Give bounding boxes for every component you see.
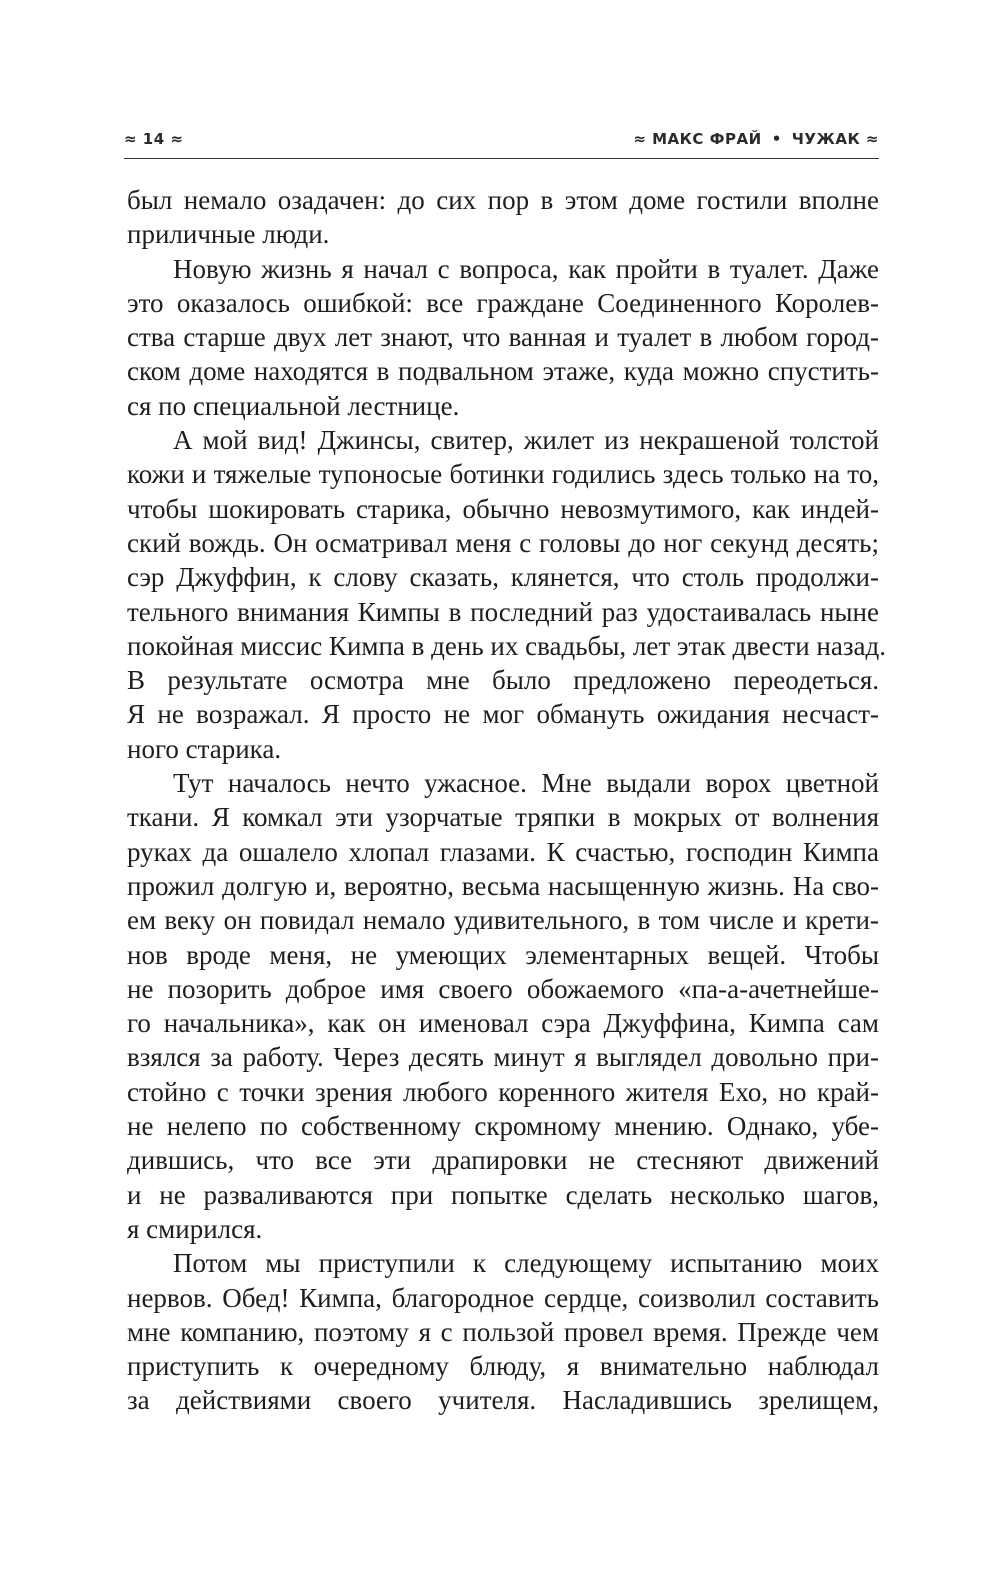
text-line: это оказалось ошибкой: все граждане Соединенного Королев- — [127, 287, 879, 318]
text-line: тельного внимания Кимпы в последний раз удостаивалась ныне — [127, 596, 879, 627]
text-line: мне компанию, поэтому я с пользой провел время. Прежде чем — [127, 1316, 879, 1347]
author-name: ≈ МАКС ФРАЙ — [633, 130, 762, 148]
text-line: В результате осмотра мне было предложено переодеться. — [127, 665, 879, 696]
text-line: и не разваливаются при попытке сделать несколько шагов, — [127, 1179, 879, 1210]
text-line: приличные люди. — [127, 219, 330, 250]
text-line: нов вроде меня, не умеющих элементарных вещей. Чтобы — [127, 939, 879, 970]
text-line: не позорить доброе имя своего обожаемого «па-а-ачетнейше- — [127, 973, 879, 1004]
text-line: стойно с точки зрения любого коренного жителя Ехо, но край- — [127, 1076, 879, 1107]
text-line: Тут началось нечто ужасное. Мне выдали ворох цветной — [173, 768, 879, 799]
text-line: Я не возражал. Я просто не мог обмануть ожидания несчаст- — [127, 699, 879, 730]
text-line: ский вождь. Он осматривал меня с головы до ног секунд десять; — [127, 527, 879, 558]
text-line: кожи и тяжелые тупоносые ботинки годились здесь только на то, — [127, 459, 879, 490]
text-line: руках да ошалело хлопал глазами. К счастью, господин Кимпа — [127, 836, 879, 867]
text-line: сэр Джуффин, к слову сказать, клянется, что столь продолжи- — [127, 562, 879, 593]
running-title — [633, 130, 879, 148]
text-line: за действиями своего учителя. Насладившись зрелищем, — [127, 1385, 879, 1416]
text-line: Потом мы приступили к следующему испытанию моих — [173, 1248, 879, 1279]
text-line: нервов. Обед! Кимпа, благородное сердце, соизволил составить — [127, 1282, 879, 1313]
text-line: ем веку он повидал немало удивительного, в том числе и крети- — [127, 905, 879, 936]
text-line: покойная миссис Кимпа в день их свадьбы, лет этак двести назад. — [127, 630, 886, 661]
text-line: ткани. Я комкал эти узорчатые тряпки в мокрых от волнения — [127, 802, 879, 833]
text-line: взялся за работу. Через десять минут я выглядел довольно при- — [127, 1042, 879, 1073]
text-line: дившись, что все эти драпировки не стесняют движений — [127, 1145, 879, 1176]
text-line: прожил долгую и, вероятно, весьма насыщенную жизнь. На сво- — [127, 870, 879, 901]
book-title: ЧУЖАК ≈ — [791, 130, 879, 148]
text-line: я смирился. — [127, 1213, 263, 1244]
running-head — [124, 128, 879, 154]
page-number: ≈ 14 ≈ — [124, 130, 184, 148]
text-line: чтобы шокировать старика, обычно невозмутимого, как индей- — [127, 493, 879, 524]
text-line: го начальника», как он именовал сэра Джуффина, Кимпа сам — [127, 1008, 879, 1039]
text-line: приступить к очередному блюду, я внимательно наблюдал — [127, 1351, 879, 1382]
header-rule — [124, 158, 879, 159]
text-line: А мой вид! Джинсы, свитер, жилет из некрашеной толстой — [173, 425, 879, 456]
text-line: ском доме находятся в подвальном этаже, куда можно спустить- — [127, 356, 879, 387]
text-line: ства старше двух лет знают, что ванная и туалет в любом город- — [127, 322, 879, 353]
text-line: ся по специальной лестнице. — [127, 390, 460, 421]
text-line: ного старика. — [127, 733, 282, 764]
text-line: не нелепо по собственному скромному мнению. Однако, убе- — [127, 1111, 879, 1142]
text-line: Новую жизнь я начал с вопроса, как пройти в туалет. Даже — [173, 253, 879, 284]
text-line: был немало озадачен: до сих пор в этом доме гостили вполне — [127, 185, 879, 215]
bullet-separator: • — [771, 130, 782, 148]
body-text — [127, 183, 886, 1418]
